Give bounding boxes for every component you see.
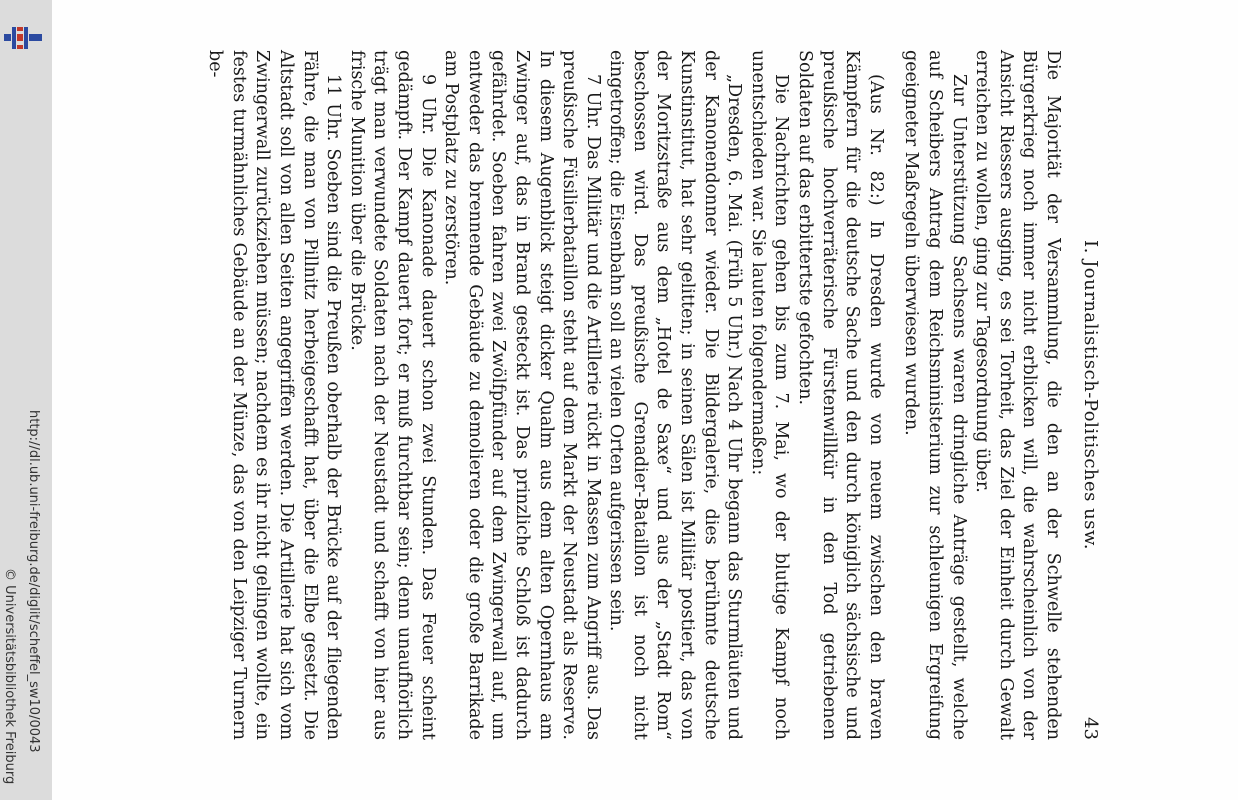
paragraph: Die Nachrichten gehen bis zum 7. Mai, wo der blutige Kampf noch unentschieden war. Sie lauten folgendermaßen: bbox=[747, 50, 792, 740]
paragraph: 7 Uhr. Das Militär und die Artillerie rückt in Massen zum Angriff aus. Das preußische Füsilierbataillon steht auf dem Markt der Neustadt als Reserve. In diesem Augenblick steigt dicker Qualm aus dem alten Opernhaus am Zwinger auf, das in Brand gesteckt ist. Das prinzliche Schloß ist dadurch gefährdet. Soeben fahren zwei Zwölfpfünder auf dem Zwingerwall auf, um entweder das brennende Gebäude zu demolieren oder die große Barrikade am Postplatz zu zerstören. bbox=[441, 50, 603, 740]
paragraph: 11 Uhr. Soeben sind die Preußen oberhalb der Brücke auf der fliegenden Fähre, die man von Pillnitz herbeigeschafft hat, über die Elbe gesetzt. Die Altstadt soll von allen Seiten angegriffen werden. Die Artillerie hat sich vom Zwingerwall zurückziehen müssen; nachdem es ihr nicht gelingen wollte, ein festes turmähnliches Gebäude an der Münze, das von den Leipziger Turnern be- bbox=[205, 50, 344, 740]
rotated-page-content bbox=[205, 50, 1104, 740]
library-logo-icon[interactable] bbox=[2, 22, 46, 54]
paragraph: (Aus Nr. 82:) In Dresden wurde von neuem zwischen den braven Kämpfern für die deutsche Sache und den durch königlich sächsische und preußische hochverräterische Fürstenwillkür in den Tod getriebenen Soldaten auf das erbittertste gefochten. bbox=[795, 50, 886, 740]
running-title: I. Journalistisch-Politisches usw. bbox=[1080, 240, 1101, 550]
running-head bbox=[1064, 50, 1104, 740]
paragraph: Die Majorität der Versammlung, die den an der Schwelle stehenden Bürgerkrieg noch immer nicht erblicken will, die wahrscheinlich von der Ansicht Riessers ausging, es sei Torheit, das Ziel der Einheit durch Gewalt erreichen zu wollen, ging zur Tagesordnung über. bbox=[972, 50, 1063, 740]
page-number: 43 bbox=[1080, 717, 1101, 740]
paragraph: „Dresden, 6. Mai. (Früh 5 Uhr.) Nach 4 Uhr begann das Sturmläuten und der Kanonendonner wieder. Die Bildergalerie, dies berühmte deutsche Kunstinstitut, hat sehr gelitten; in seinen Sälen ist Militär postiert, das von der Moritzstraße aus dem „Hotel de Saxe“ und aus der „Stadt Rom“ beschossen wird. Das preußische Grenadier-Bataillon ist noch nicht eingetroffen; die Eisenbahn soll an vielen Orten aufgerissen sein. bbox=[606, 50, 745, 740]
viewer-sidebar bbox=[0, 0, 52, 800]
source-url[interactable]: http://dl.ub.uni-freiburg.de/diglit/scheffel_sw10/0043 bbox=[26, 410, 41, 753]
paragraph: Zur Unterstützung Sachsens waren dringliche Anträge gestellt, welche auf Scheibers Antrag dem Reichsministerium zur schleunigen Ergreifung geeigneter Maßregeln überwiesen wurden. bbox=[901, 50, 969, 740]
copyright-notice: © Universitätsbibliothek Freiburg bbox=[2, 568, 17, 785]
paragraph: 9 Uhr. Die Kanonade dauert schon zwei Stunden. Das Feuer scheint gedämpft. Der Kampf dauert fort; er muß furchtbar sein; denn unaufhörlich trägt man verwundete Soldaten nach der Neustadt und schafft von hier aus frische Munition über die Brücke. bbox=[346, 50, 438, 740]
